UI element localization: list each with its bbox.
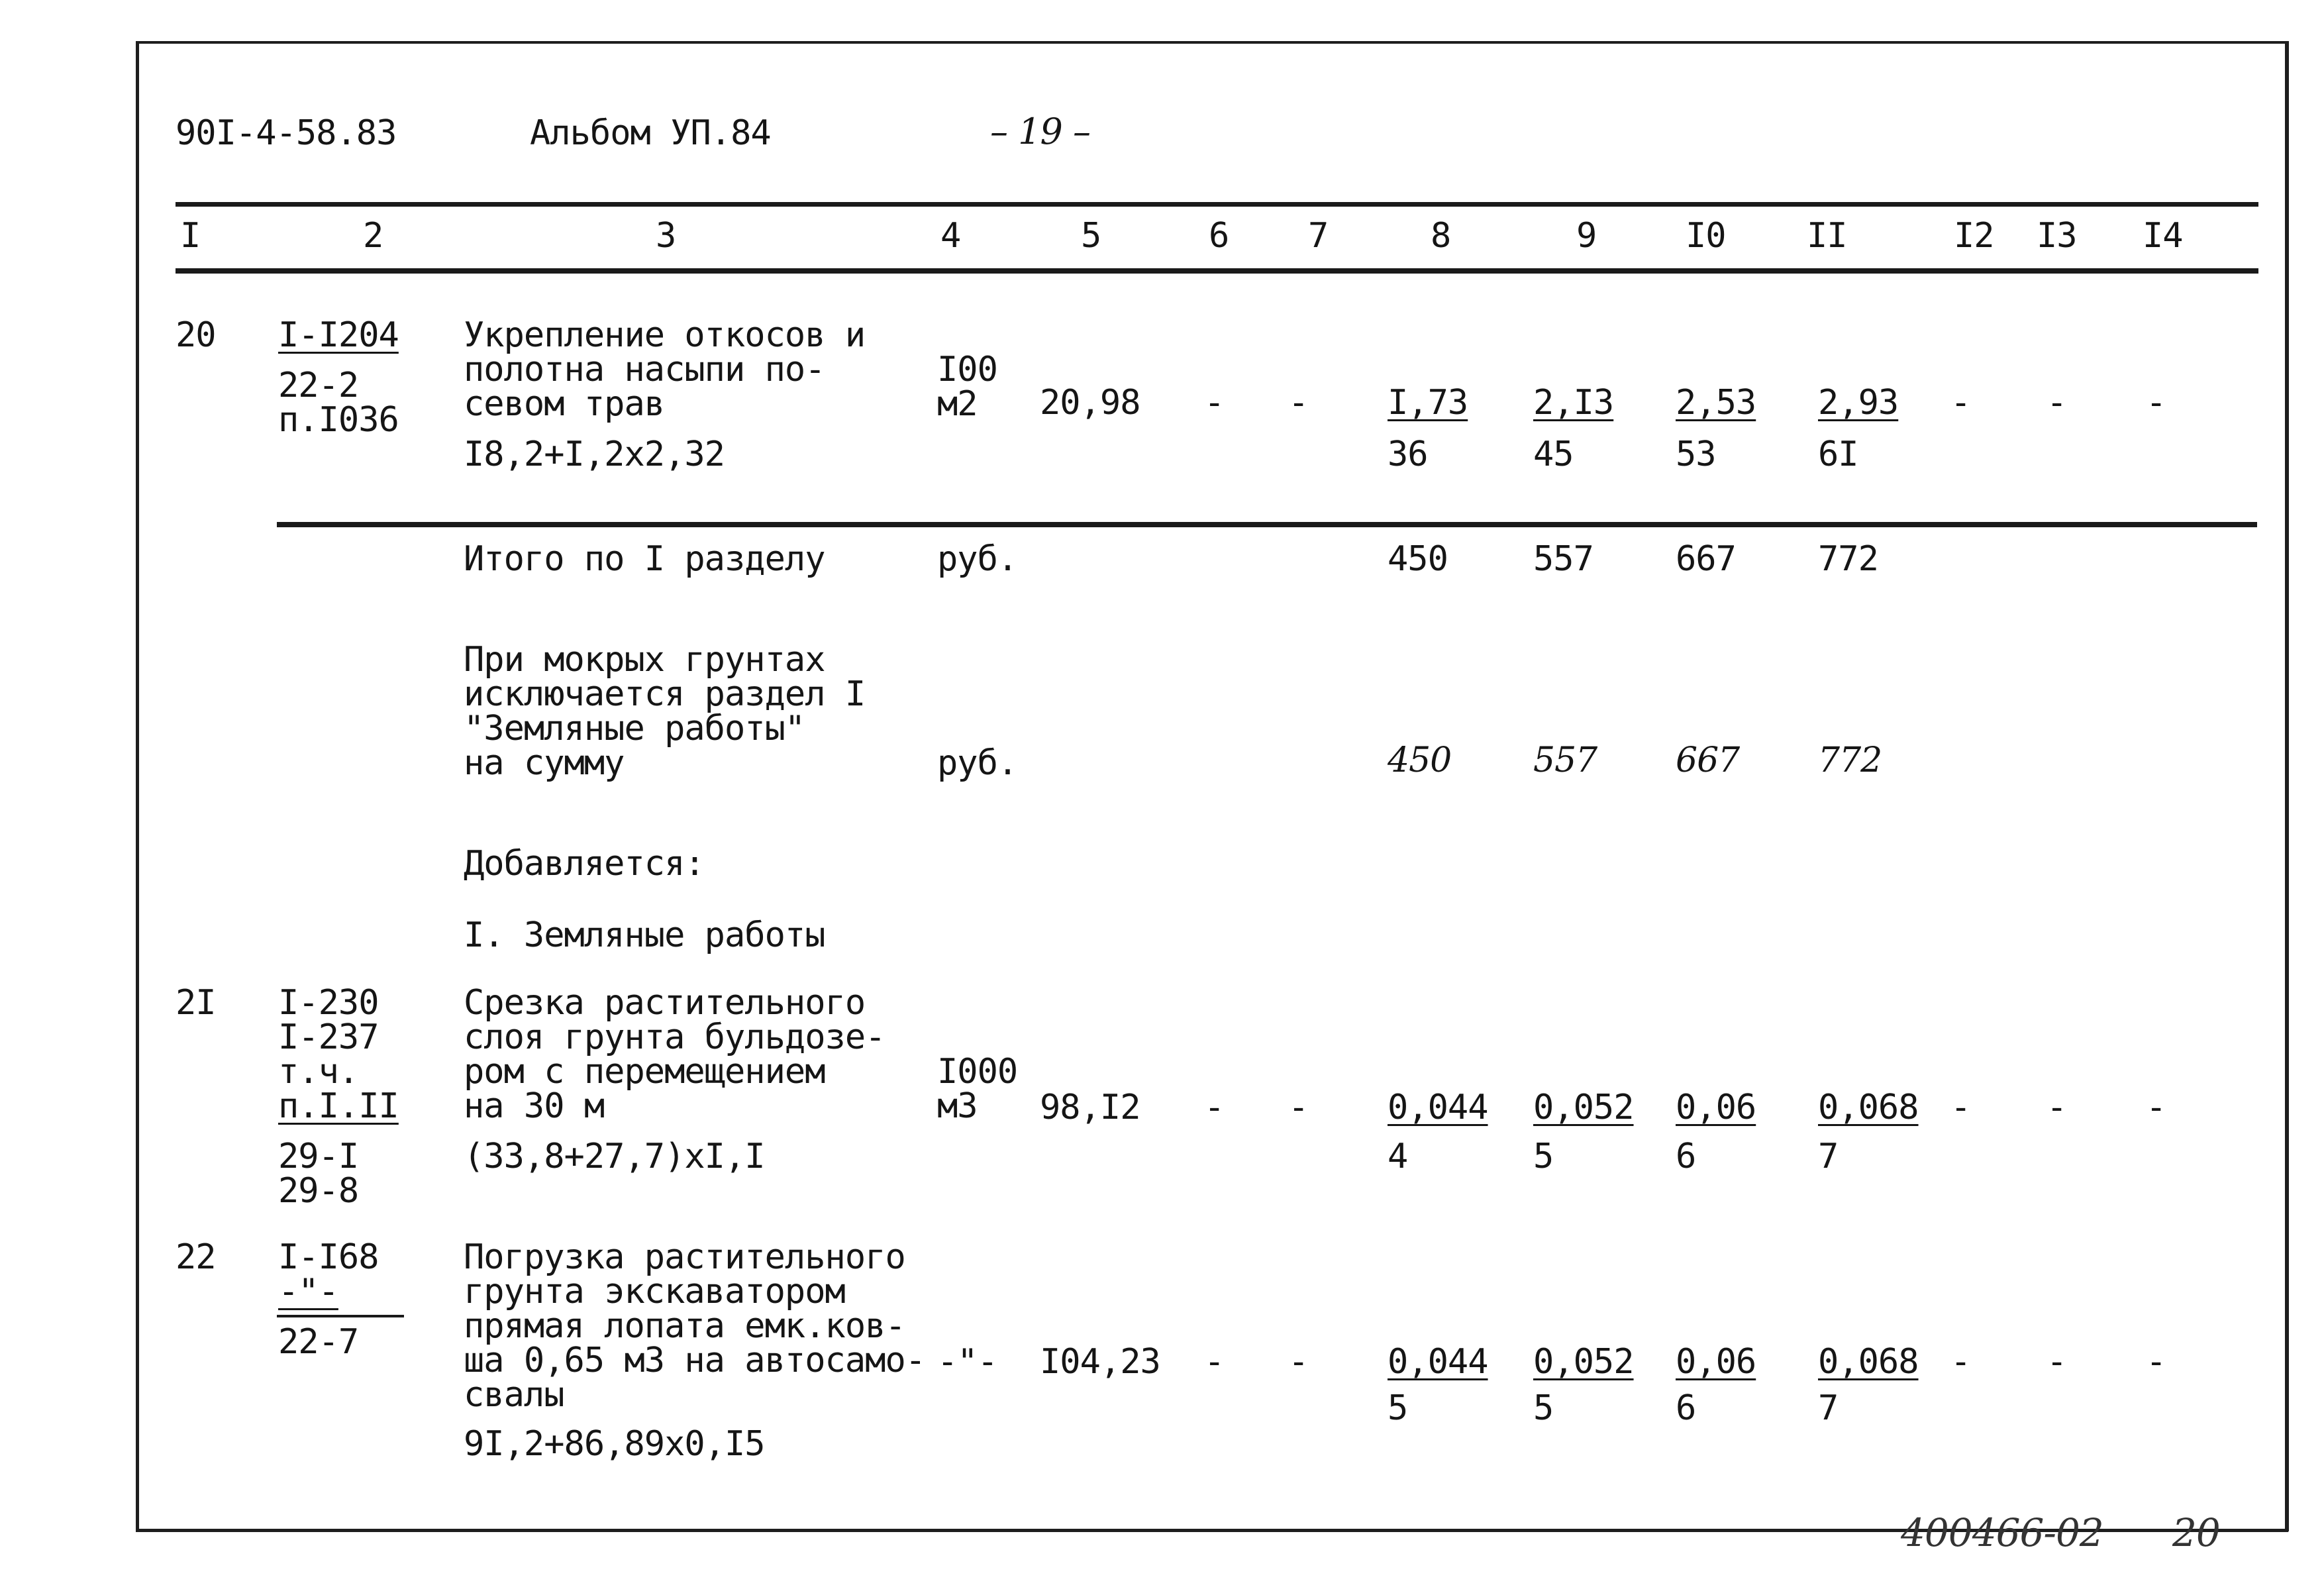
row21-col14: - [2146, 1088, 2166, 1127]
row20-col8-price: I,73 [1388, 383, 1468, 423]
row21-col9-sum: 5 [1533, 1137, 1554, 1176]
row22-code-b: -"- [278, 1272, 338, 1312]
col-head-3: 3 [656, 216, 676, 256]
section-total-col11: 772 [1818, 539, 1878, 579]
row22-formula: 9I,2+86,89x0,I5 [464, 1424, 765, 1464]
document-code: 90I-4-58.83 [176, 113, 397, 153]
row20-col7: - [1288, 383, 1309, 423]
footer-stamp-number: 400466-02 [1901, 1510, 2103, 1555]
col-head-8: 8 [1431, 216, 1451, 256]
col-head-14: I4 [2143, 216, 2183, 256]
section-total-label: Итого по I разделу [464, 539, 825, 579]
row21-col10-price: 0,06 [1676, 1088, 1756, 1127]
row20-quantity: 20,98 [1040, 383, 1140, 423]
row20-col14: - [2146, 383, 2166, 423]
row21-code-f: 29-8 [278, 1171, 359, 1211]
row21-col9-price: 0,052 [1533, 1088, 1634, 1127]
col-head-12: I2 [1954, 216, 1994, 256]
row21-col8-price: 0,044 [1388, 1088, 1488, 1127]
footer-sheet-number: 20 [2172, 1510, 2220, 1555]
row21-col12: - [1950, 1088, 1971, 1127]
row22-col10-sum: 6 [1676, 1388, 1696, 1428]
col-head-11: II [1807, 216, 1847, 256]
row22-col8-sum: 5 [1388, 1388, 1408, 1428]
row22-col14: - [2146, 1342, 2166, 1382]
row21-quantity: 98,I2 [1040, 1088, 1140, 1127]
row20-col11-sum: 6I [1818, 435, 1858, 474]
wet-soil-col10: 667 [1676, 741, 1740, 780]
wet-soil-col11: 772 [1818, 741, 1882, 780]
row20-col9-sum: 45 [1533, 435, 1574, 474]
row22-code-c: 22-7 [278, 1322, 359, 1362]
row22-col9-price: 0,052 [1533, 1342, 1634, 1382]
col-head-10: I0 [1686, 216, 1726, 256]
section-total-unit: руб. [937, 539, 1018, 579]
col-head-13: I3 [2037, 216, 2077, 256]
row22-description: Погрузка растительного грунта экскаватором прямая лопата емк.ков- ша 0,65 м3 на автосамо- свалы [464, 1237, 926, 1415]
row20-formula: I8,2+I,2x2,32 [464, 435, 725, 474]
added-heading: Добавляется: [464, 844, 705, 884]
row22-col11-price: 0,068 [1818, 1342, 1919, 1382]
frame-top [136, 41, 2288, 44]
row22-col8-price: 0,044 [1388, 1342, 1488, 1382]
row21-col11-price: 0,068 [1818, 1088, 1919, 1127]
row21-code-e: 29-I [278, 1137, 359, 1176]
col-head-7: 7 [1308, 216, 1329, 256]
wet-soil-col9: 557 [1533, 741, 1597, 780]
row20-col9-price: 2,I3 [1533, 383, 1614, 423]
section-total-rule [277, 522, 2257, 527]
row21-number: 2I [176, 983, 216, 1023]
row21-col10-sum: 6 [1676, 1137, 1696, 1176]
row22-number: 22 [176, 1237, 216, 1277]
row21-col7: - [1288, 1088, 1309, 1127]
row22-quantity: I04,23 [1040, 1342, 1160, 1382]
row20-col8-sum: 36 [1388, 435, 1428, 474]
wet-soil-col8: 450 [1388, 741, 1452, 780]
row21-code-c: т.ч. [278, 1052, 359, 1092]
row21-col11-sum: 7 [1818, 1137, 1839, 1176]
row21-code-d: п.I.II [278, 1086, 399, 1126]
album-label: Альбом УП.84 [530, 113, 771, 153]
wet-soil-unit: руб. [937, 743, 1018, 783]
col-head-1: I [180, 216, 201, 256]
row22-col7: - [1288, 1342, 1309, 1382]
col-head-6: 6 [1209, 216, 1229, 256]
wet-soil-note: При мокрых грунтах исключается раздел I "Земляные работы" на сумму [464, 640, 866, 783]
row20-number: 20 [176, 315, 216, 355]
row20-col6: - [1204, 383, 1225, 423]
col-head-2: 2 [363, 216, 383, 256]
row20-col10-price: 2,53 [1676, 383, 1756, 423]
row22-col6: - [1204, 1342, 1225, 1382]
row21-code-a: I-230 [278, 983, 379, 1023]
row20-col10-sum: 53 [1676, 435, 1716, 474]
column-header-bottom-rule [176, 268, 2258, 274]
row22-col11-sum: 7 [1818, 1388, 1839, 1428]
section-total-col10: 667 [1676, 539, 1736, 579]
row22-unit: -"- [937, 1342, 997, 1382]
row20-description: Укрепление откосов и полотна насыпи по- севом трав [464, 315, 866, 424]
row21-unit: I000 м3 [937, 1052, 1018, 1126]
row20-col13: - [2046, 383, 2067, 423]
section-heading: I. Земляные работы [464, 915, 825, 955]
row20-code-ref: 22-2 п.I036 [278, 366, 399, 440]
section-total-col8: 450 [1388, 539, 1448, 579]
col-head-5: 5 [1081, 216, 1101, 256]
frame-right [2285, 41, 2289, 1531]
row20-unit: I00 м2 [937, 350, 997, 424]
row21-code-b: I-237 [278, 1017, 379, 1057]
row20-col11-price: 2,93 [1818, 383, 1899, 423]
row22-col10-price: 0,06 [1676, 1342, 1756, 1382]
row21-col13: - [2046, 1088, 2067, 1127]
row22-col13: - [2046, 1342, 2067, 1382]
column-header-top-rule [176, 202, 2258, 207]
col-head-9: 9 [1576, 216, 1597, 256]
row22-code-rule [277, 1315, 404, 1317]
row21-description: Срезка растительного слоя грунта бульдозе- ром с перемещением на 30 м [464, 983, 885, 1126]
frame-left [136, 41, 139, 1531]
row21-formula: (33,8+27,7)xI,I [464, 1137, 765, 1176]
row22-code-a: I-I68 [278, 1237, 379, 1277]
page-number: – 19 – [990, 111, 1091, 152]
section-total-col9: 557 [1533, 539, 1593, 579]
row22-col12: - [1950, 1342, 1971, 1382]
row20-col12: - [1950, 383, 1971, 423]
row22-col9-sum: 5 [1533, 1388, 1554, 1428]
row20-code: I-I204 [278, 315, 399, 355]
row21-col8-sum: 4 [1388, 1137, 1408, 1176]
col-head-4: 4 [940, 216, 961, 256]
row21-col6: - [1204, 1088, 1225, 1127]
